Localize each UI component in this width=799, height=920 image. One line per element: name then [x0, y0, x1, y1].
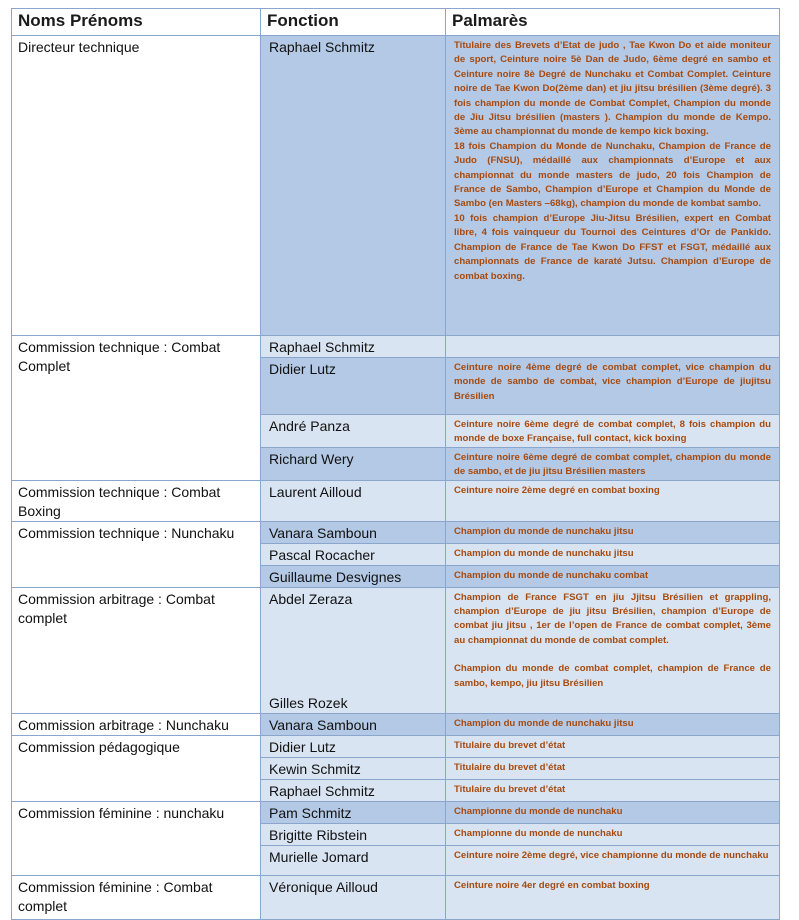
person-name: Richard Wery: [261, 447, 446, 480]
palmares-text: Titulaire des Brevets d’Etat de judo , Tae Kwon Do et aide moniteur de sport, Ceinture noire 5è Dan de Judo, 6ème degré en sambo et Ceinture noire 8è Degré de Nunchaku et Combat Complet. Ceinture noire de Tae Kwon Do(2ème dan) et jiu jitsu brésilien (3ème degré). 3 fois champion du monde de Combat Complet, Champion du monde de Jiu Jitsu brésilien (masters ). Champion du monde de Kempo. 3ème au championnat du monde de kempo kick boxing.: [454, 40, 771, 138]
staff-table: [11, 8, 780, 920]
group-name: Commission technique : Combat Boxing: [12, 480, 261, 521]
person-name: Véronique Ailloud: [261, 875, 446, 919]
person-name: Abdel Zeraza: [269, 590, 353, 607]
person-name: Pascal Rocacher: [261, 543, 446, 565]
person-name: Kewin Schmitz: [261, 757, 446, 779]
palmares-cell: Ceinture noire 6ème degré de combat complet, champion du monde de sambo, et de jiu jitsu Brésilien masters: [446, 447, 780, 480]
palmares-text: 18 fois Champion du Monde de Nunchaku, Champion de France de Judo (FNSU), médaillé aux championnats d’Europe et aux championnat du monde masters de judo, 20 fois Champion de France de Sambo, Champion d’Europe et Champion du Monde de Sambo (en Masters –68kg), champion du monde de kombat sambo.: [454, 140, 771, 210]
person-name: Raphael Schmitz: [261, 779, 446, 801]
palmares-cell: [446, 587, 780, 713]
group-name: Commission technique : Nunchaku: [12, 521, 261, 587]
group-name: Directeur technique: [12, 36, 261, 336]
group-name: Commission technique : Combat Complet: [12, 336, 261, 481]
palmares-cell: Championne du monde de nunchaku: [446, 823, 780, 845]
palmares-cell: Champion du monde de nunchaku jitsu: [446, 543, 780, 565]
palmares-cell: Titulaire du brevet d’état: [446, 779, 780, 801]
table-row: [12, 713, 780, 735]
person-name: Laurent Ailloud: [261, 480, 446, 521]
person-name: Vanara Samboun: [261, 713, 446, 735]
table-row: [12, 801, 780, 823]
header-palmares: Palmarès: [446, 9, 780, 36]
palmares-text: Champion de France FSGT en jiu Jjitsu Brésilien et grappling, champion d’Europe de jiu jitsu Brésilien, champion d’Europe de combat jiu jitsu , 1er de l’open de France de combat complet, 3ème au championnat du monde de combat complet.: [454, 591, 771, 646]
person-name: Pam Schmitz: [261, 801, 446, 823]
palmares-cell: Champion du monde de nunchaku jitsu: [446, 521, 780, 543]
table-row: [12, 480, 780, 521]
palmares-cell: Ceinture noire 2ème degré en combat boxing: [446, 480, 780, 521]
table-row: [12, 587, 780, 713]
group-name: Commission pédagogique: [12, 735, 261, 801]
person-name: Brigitte Ribstein: [261, 823, 446, 845]
palmares-cell: Ceinture noire 4er degré en combat boxing: [446, 875, 780, 919]
table-row: [12, 735, 780, 757]
person-name: Guillaume Desvignes: [261, 565, 446, 587]
palmares-cell: Ceinture noire 6ème degré de combat complet, 8 fois champion du monde de boxe Française, full contact, kick boxing: [446, 415, 780, 448]
person-name: Raphael Schmitz: [261, 336, 446, 358]
palmares-cell: Champion du monde de nunchaku jitsu: [446, 713, 780, 735]
person-name: André Panza: [261, 415, 446, 448]
person-name: Didier Lutz: [261, 358, 446, 415]
header-function: Fonction: [261, 9, 446, 36]
palmares-cell: [446, 336, 780, 358]
palmares-cell: Championne du monde de nunchaku: [446, 801, 780, 823]
table-row: [12, 336, 780, 358]
group-name: Commission féminine : Combat complet: [12, 875, 261, 919]
person-name: Vanara Samboun: [261, 521, 446, 543]
palmares-cell: Ceinture noire 4ème degré de combat complet, vice champion du monde de sambo de combat, vice champion d’Europe de jiujitsu Brésilien: [446, 358, 780, 415]
palmares-text: 10 fois champion d’Europe Jiu-Jitsu Brésilien, expert en Combat libre, 4 fois vainqueur du Tournoi des Ceintures d’Or de Pankido. Champion de France de Tae Kwon Do FFST et FSGT, médaillé aux championnats de France de karaté Jutsu. Champion d’Europe de combat boxing.: [454, 212, 771, 282]
group-name: Commission arbitrage : Combat complet: [12, 587, 261, 713]
header-names: Noms Prénoms: [12, 9, 261, 36]
palmares-cell: Champion du monde de nunchaku combat: [446, 565, 780, 587]
table-row: [12, 521, 780, 543]
palmares-cell: Titulaire du brevet d’état: [446, 757, 780, 779]
table-row: [12, 36, 780, 336]
palmares-cell: [446, 36, 780, 336]
palmares-cell: Titulaire du brevet d’état: [446, 735, 780, 757]
table-header-row: [12, 9, 780, 36]
palmares-cell: Ceinture noire 2ème degré, vice championne du monde de nunchaku: [446, 845, 780, 875]
person-name: Murielle Jomard: [261, 845, 446, 875]
person-name: Gilles Rozek: [269, 694, 348, 711]
group-name: Commission arbitrage : Nunchaku: [12, 713, 261, 735]
person-cell: [261, 587, 446, 713]
palmares-text: Champion du monde de combat complet, champion de France de sambo, kempo, jiu jitsu Brésilien: [454, 663, 771, 689]
person-name: Raphael Schmitz: [261, 36, 446, 336]
person-name: Didier Lutz: [261, 735, 446, 757]
group-name: Commission féminine : nunchaku: [12, 801, 261, 875]
table-row: [12, 875, 780, 919]
